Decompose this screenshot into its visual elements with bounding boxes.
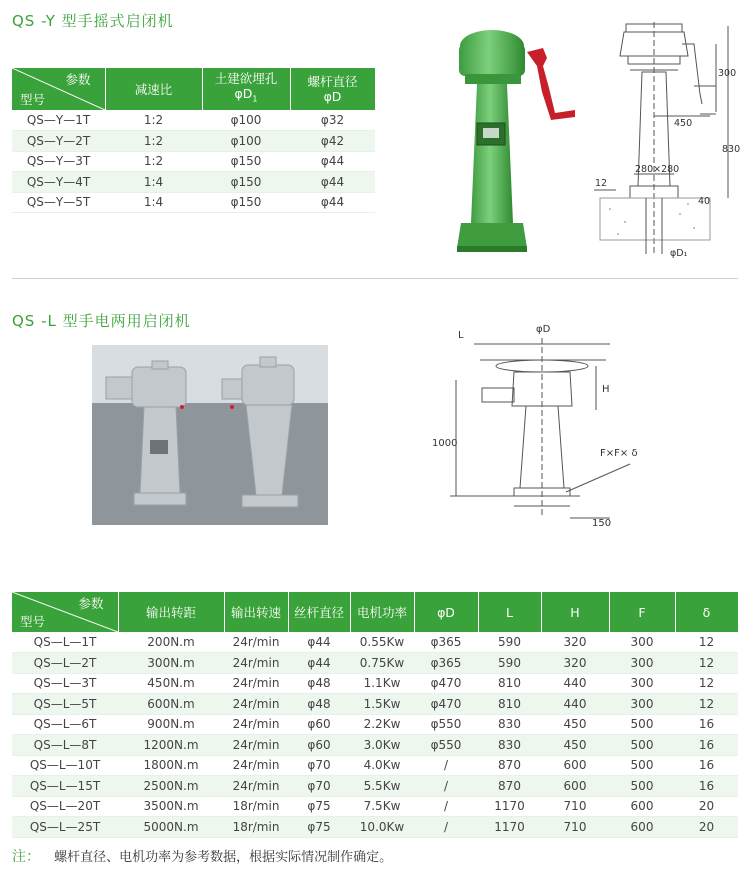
table-cell: 320 <box>541 632 609 653</box>
table-cell: 710 <box>541 796 609 817</box>
col-header <box>202 68 290 110</box>
footnote-label: 注： <box>12 849 40 865</box>
table-cell: 200N.m <box>118 632 224 653</box>
table-cell: 450 <box>541 735 609 756</box>
table-cell: 500 <box>609 755 675 776</box>
col-header: δ <box>675 592 738 632</box>
table-cell: 0.75Kw <box>350 653 414 674</box>
col-header: L <box>478 592 541 632</box>
table-cell: 24r/min <box>224 694 288 715</box>
table-cell: 24r/min <box>224 735 288 756</box>
table-cell: 500 <box>609 735 675 756</box>
col-header-line2: φD <box>323 89 342 104</box>
col-header: H <box>541 592 609 632</box>
table-row <box>12 192 375 213</box>
col-header-line1: 螺杆直径 <box>307 74 358 89</box>
col-header: 丝杆直径 <box>288 592 350 632</box>
table-row <box>12 817 738 838</box>
section-l-title: QS -L 型手电两用启闭机 <box>12 312 191 330</box>
footnote-text: 螺杆直径、电机功率为参考数据，根据实际情况制作确定。 <box>54 850 393 865</box>
model-cell: QS—L—10T <box>12 755 118 776</box>
table-cell: 24r/min <box>224 673 288 694</box>
table-row <box>12 755 738 776</box>
model-cell: QS—L—20T <box>12 796 118 817</box>
corner-header <box>12 592 118 632</box>
table-cell: 12 <box>675 673 738 694</box>
table-cell: φ150 <box>202 192 290 213</box>
table-row <box>12 632 738 653</box>
table-cell: 12 <box>675 632 738 653</box>
table-cell: φ32 <box>290 110 375 131</box>
col-header: 减速比 <box>105 68 202 110</box>
table-cell: 870 <box>478 776 541 797</box>
col-header: F <box>609 592 675 632</box>
table-cell: 500 <box>609 714 675 735</box>
section-y-title: QS -Y 型手摇式启闭机 <box>12 12 174 30</box>
table-row <box>12 735 738 756</box>
table-cell: φ42 <box>290 131 375 152</box>
model-cell: QS—L—8T <box>12 735 118 756</box>
table-row <box>12 151 375 172</box>
dim-300-label: 300 <box>718 68 737 79</box>
spec-table-y <box>12 68 376 213</box>
table-cell: 24r/min <box>224 755 288 776</box>
table-cell: φ70 <box>288 776 350 797</box>
table-cell: 16 <box>675 755 738 776</box>
dim-150-label: 150 <box>592 518 612 529</box>
table-cell: 10.0Kw <box>350 817 414 838</box>
table-cell: 810 <box>478 673 541 694</box>
table-cell: 16 <box>675 714 738 735</box>
corner-top-label: 参数 <box>65 72 91 87</box>
table-cell: 24r/min <box>224 632 288 653</box>
table-cell: 300 <box>609 694 675 715</box>
dual-hoist-drawing <box>430 318 670 533</box>
table-cell: 590 <box>478 632 541 653</box>
table-cell: φ44 <box>288 653 350 674</box>
dim-ffd-label: F×F× δ <box>600 448 638 459</box>
table-cell: 5.5Kw <box>350 776 414 797</box>
table-cell: φ365 <box>414 632 478 653</box>
table-cell: 320 <box>541 653 609 674</box>
hand-crank-hoist-photo <box>447 18 587 258</box>
dim-12-label: 12 <box>595 178 608 189</box>
table-cell: φ60 <box>288 714 350 735</box>
table-cell: 300N.m <box>118 653 224 674</box>
table-cell: φ70 <box>288 755 350 776</box>
col-header: 输出转距 <box>118 592 224 632</box>
table-row <box>12 776 738 797</box>
dim-280-label: 280×280 <box>635 164 680 175</box>
col-header: 电机功率 <box>350 592 414 632</box>
model-cell: QS—Y—1T <box>12 110 105 131</box>
table-row <box>12 172 375 193</box>
dim-830-label: 830 <box>722 144 741 155</box>
corner-header <box>12 68 105 110</box>
model-cell: QS—Y—3T <box>12 151 105 172</box>
table-cell: 450 <box>541 714 609 735</box>
table-cell: φ75 <box>288 817 350 838</box>
table-cell: 600 <box>609 796 675 817</box>
table-cell: 1800N.m <box>118 755 224 776</box>
table-cell: φ44 <box>290 172 375 193</box>
table-cell: φ550 <box>414 735 478 756</box>
table-row <box>12 714 738 735</box>
table-cell: 7.5Kw <box>350 796 414 817</box>
table-cell: / <box>414 755 478 776</box>
table-cell: φ44 <box>288 632 350 653</box>
hand-crank-hoist-drawing <box>590 14 748 264</box>
table-row <box>12 673 738 694</box>
dim-h-label: H <box>602 384 610 395</box>
table-cell: 710 <box>541 817 609 838</box>
table-cell: 1:4 <box>105 172 202 193</box>
table-cell: 1.1Kw <box>350 673 414 694</box>
table-row <box>12 694 738 715</box>
table-cell: 830 <box>478 714 541 735</box>
table-cell: 20 <box>675 796 738 817</box>
model-cell: QS—Y—4T <box>12 172 105 193</box>
model-cell: QS—L—1T <box>12 632 118 653</box>
footnote <box>12 846 392 866</box>
table-cell: 0.55Kw <box>350 632 414 653</box>
table-cell: φ150 <box>202 172 290 193</box>
dim-d1-label: φD₁ <box>670 248 688 259</box>
table-cell: 300 <box>609 673 675 694</box>
table-cell: φ48 <box>288 673 350 694</box>
table-row <box>12 796 738 817</box>
col-header: φD <box>414 592 478 632</box>
table-cell: φ365 <box>414 653 478 674</box>
table-cell: 810 <box>478 694 541 715</box>
table-row <box>12 653 738 674</box>
table-cell: φ470 <box>414 694 478 715</box>
table-cell: φ48 <box>288 694 350 715</box>
table-cell: 440 <box>541 673 609 694</box>
table-cell: 1:2 <box>105 110 202 131</box>
table-cell: φ100 <box>202 110 290 131</box>
table-cell: 1170 <box>478 817 541 838</box>
corner-bottom-label: 型号 <box>20 92 46 107</box>
dim-l-label: L <box>458 330 464 341</box>
table-cell: 870 <box>478 755 541 776</box>
dim-450-label: 450 <box>674 118 693 129</box>
table-cell: 3500N.m <box>118 796 224 817</box>
table-cell: 2.2Kw <box>350 714 414 735</box>
corner-bottom-label: 型号 <box>20 614 46 629</box>
table-cell: 600N.m <box>118 694 224 715</box>
dual-hoist-photo <box>92 345 328 525</box>
dim-40-label: 40 <box>698 196 711 207</box>
table-cell: φ44 <box>290 151 375 172</box>
table-cell: 5000N.m <box>118 817 224 838</box>
table-cell: φ470 <box>414 673 478 694</box>
model-cell: QS—L—25T <box>12 817 118 838</box>
table-cell: / <box>414 817 478 838</box>
table-cell: 1170 <box>478 796 541 817</box>
table-cell: 590 <box>478 653 541 674</box>
table-cell: 4.0Kw <box>350 755 414 776</box>
table-cell: φ550 <box>414 714 478 735</box>
table-cell: φ150 <box>202 151 290 172</box>
table-cell: 18r/min <box>224 796 288 817</box>
table-cell: 18r/min <box>224 817 288 838</box>
table-cell: 12 <box>675 653 738 674</box>
table-cell: 20 <box>675 817 738 838</box>
table-cell: 3.0Kw <box>350 735 414 756</box>
section-divider <box>12 278 738 279</box>
model-cell: QS—L—2T <box>12 653 118 674</box>
table-cell: 300 <box>609 632 675 653</box>
model-cell: QS—Y—2T <box>12 131 105 152</box>
table-cell: 300 <box>609 653 675 674</box>
model-cell: QS—L—3T <box>12 673 118 694</box>
model-cell: QS—L—5T <box>12 694 118 715</box>
table-cell: 24r/min <box>224 776 288 797</box>
table-cell: φ75 <box>288 796 350 817</box>
table-cell: 1:2 <box>105 131 202 152</box>
table-cell: / <box>414 796 478 817</box>
table-cell: / <box>414 776 478 797</box>
table-cell: 1:2 <box>105 151 202 172</box>
table-cell: 24r/min <box>224 714 288 735</box>
table-cell: 500 <box>609 776 675 797</box>
table-cell: φ44 <box>290 192 375 213</box>
table-cell: 830 <box>478 735 541 756</box>
table-row <box>12 110 375 131</box>
model-cell: QS—L—15T <box>12 776 118 797</box>
table-cell: 16 <box>675 735 738 756</box>
table-cell: 12 <box>675 694 738 715</box>
col-header: 输出转速 <box>224 592 288 632</box>
table-cell: 1.5Kw <box>350 694 414 715</box>
table-cell: 1200N.m <box>118 735 224 756</box>
table-row <box>12 131 375 152</box>
dim-d-label: φD <box>536 324 551 335</box>
table-cell: 440 <box>541 694 609 715</box>
table-cell: 2500N.m <box>118 776 224 797</box>
model-cell: QS—L—6T <box>12 714 118 735</box>
table-cell: 900N.m <box>118 714 224 735</box>
table-cell: 24r/min <box>224 653 288 674</box>
col-header-line2: $\varphi D_1$ <box>234 86 258 104</box>
table-cell: 1:4 <box>105 192 202 213</box>
spec-table-l <box>12 592 739 838</box>
dim-1000-label: 1000 <box>432 438 458 449</box>
corner-top-label: 参数 <box>78 596 104 611</box>
col-header <box>290 68 375 110</box>
table-cell: 600 <box>541 755 609 776</box>
table-cell: 600 <box>609 817 675 838</box>
table-cell: φ100 <box>202 131 290 152</box>
table-cell: 450N.m <box>118 673 224 694</box>
model-cell: QS—Y—5T <box>12 192 105 213</box>
col-header-line1: 土建欲埋孔 <box>214 71 278 87</box>
table-cell: φ60 <box>288 735 350 756</box>
table-cell: 600 <box>541 776 609 797</box>
table-cell: 16 <box>675 776 738 797</box>
